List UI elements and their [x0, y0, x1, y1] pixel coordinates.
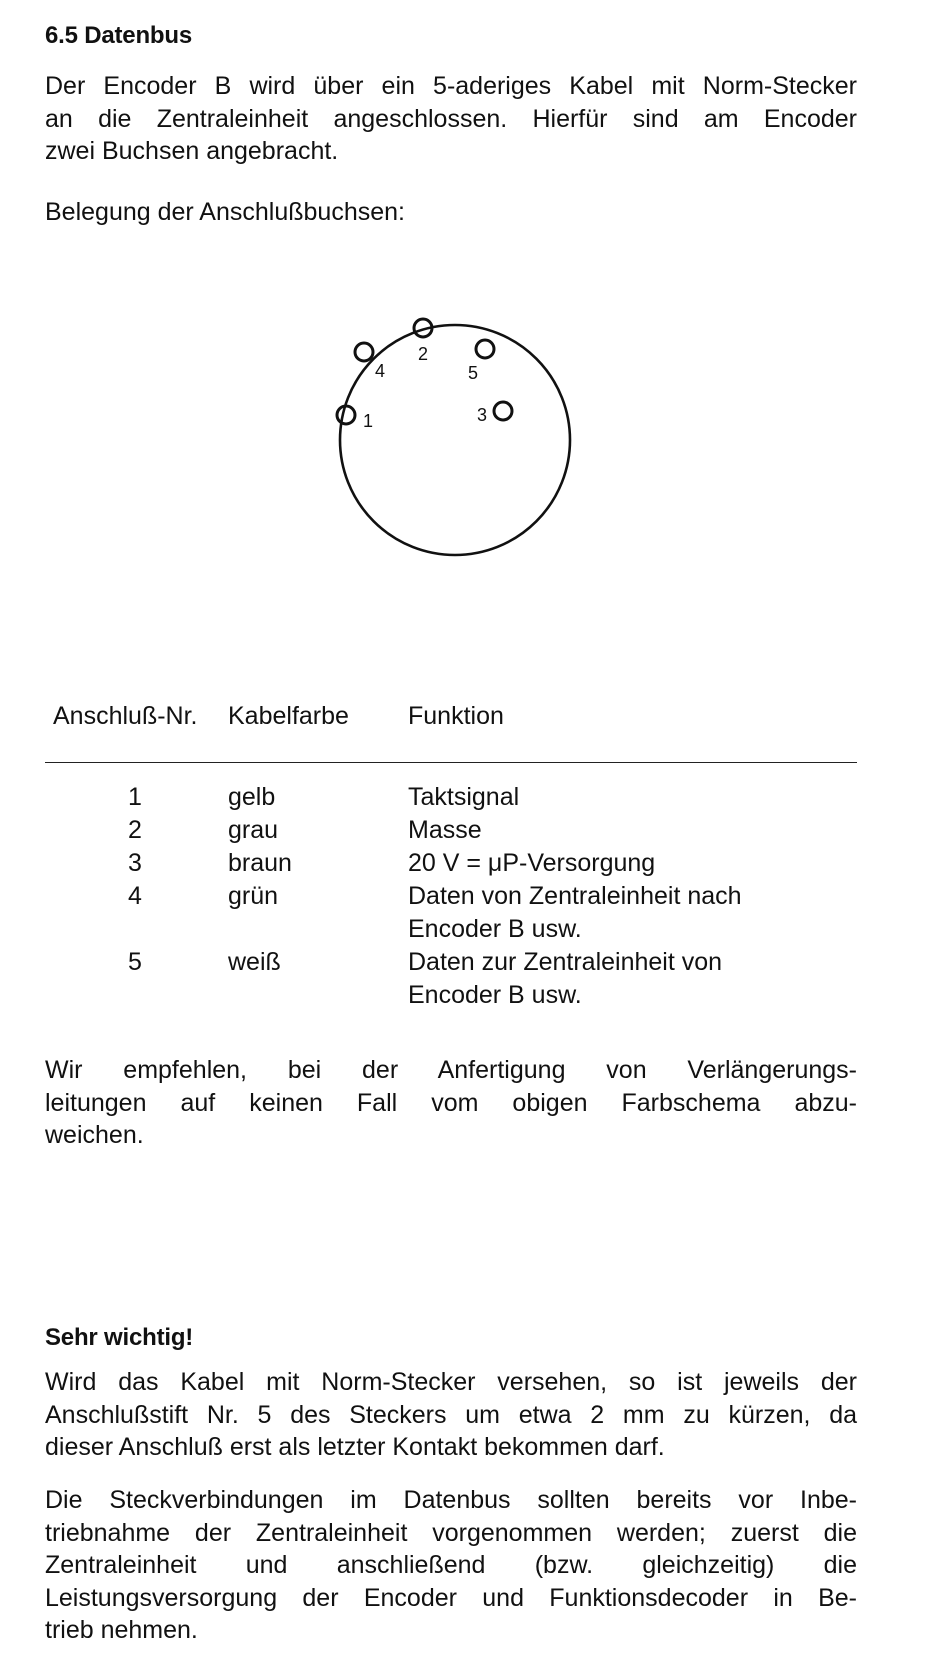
- important-paragraph-1: [45, 1366, 857, 1464]
- important-line: Die Steckverbindungen im Datenbus sollten bereits vor Inbe-: [45, 1486, 857, 1514]
- pin-4-label: 4: [374, 361, 386, 381]
- important-line: trieb nehmen.: [45, 1616, 198, 1644]
- table-header-nr: Anschluß-Nr.: [53, 702, 198, 730]
- cell-anschluss-nr: 3: [128, 849, 142, 877]
- socket-diagram-svg: [330, 315, 580, 565]
- important-paragraph-2: [45, 1484, 857, 1647]
- recommendation-line: Wir empfehlen, bei der Anfertigung von Verlängerungs-: [45, 1056, 857, 1084]
- cell-funktion: Encoder B usw.: [408, 915, 582, 943]
- recommendation-line: leitungen auf keinen Fall vom obigen Farbschema abzu-: [45, 1088, 857, 1117]
- cell-kabelfarbe: braun: [228, 849, 292, 877]
- intro-line: an die Zentraleinheit angeschlossen. Hierfür sind am Encoder: [45, 104, 857, 133]
- important-heading: Sehr wichtig!: [45, 1324, 194, 1351]
- cell-anschluss-nr: 4: [128, 882, 142, 910]
- intro-paragraph: [45, 70, 857, 168]
- important-line: dieser Anschluß erst als letzter Kontakt bekommen darf.: [45, 1433, 665, 1461]
- intro-line: zwei Buchsen angebracht.: [45, 137, 339, 165]
- cell-anschluss-nr: 2: [128, 816, 142, 844]
- important-line: Anschlußstift Nr. 5 des Steckers um etwa 2 mm zu kürzen, da: [45, 1400, 857, 1429]
- cell-funktion: Taktsignal: [408, 783, 520, 811]
- cell-kabelfarbe: gelb: [228, 783, 276, 811]
- pin-5-label: 5: [467, 363, 479, 383]
- pin-1-hole: [337, 406, 355, 424]
- pin-4-hole: [355, 343, 373, 361]
- table-header-farbe: Kabelfarbe: [228, 702, 349, 730]
- socket-outline: [340, 325, 570, 555]
- socket-caption: Belegung der Anschlußbuchsen:: [45, 198, 405, 226]
- cell-funktion: Daten zur Zentraleinheit von: [408, 948, 723, 976]
- socket-pin-diagram: [330, 315, 580, 565]
- important-line: Wird das Kabel mit Norm-Stecker versehen, so ist jeweils der: [45, 1368, 857, 1396]
- important-line: Zentraleinheit und anschließend (bzw. gleichzeitig) die: [45, 1551, 857, 1579]
- recommendation-paragraph: [45, 1054, 857, 1152]
- table-header-funktion: Funktion: [408, 702, 504, 730]
- cell-kabelfarbe: grün: [228, 882, 279, 910]
- pin-1-label: 1: [363, 411, 374, 431]
- cell-kabelfarbe: grau: [228, 816, 279, 844]
- important-line: Leistungsversorgung der Encoder und Funktionsdecoder in Be-: [45, 1583, 857, 1612]
- cell-kabelfarbe: weiß: [228, 948, 281, 976]
- pin-group: [337, 319, 512, 431]
- pin-3-label: 3: [476, 405, 488, 425]
- pin-5-hole: [476, 340, 494, 358]
- pin-3-hole: [494, 402, 512, 420]
- section-heading: 6.5 Datenbus: [45, 22, 192, 49]
- cell-anschluss-nr: 5: [128, 948, 142, 976]
- intro-line: Der Encoder B wird über ein 5-aderiges Kabel mit Norm-Stecker: [45, 72, 857, 100]
- important-line: triebnahme der Zentraleinheit vorgenommen werden; zuerst die: [45, 1518, 857, 1547]
- cell-anschluss-nr: 1: [128, 783, 142, 811]
- cell-funktion: Encoder B usw.: [408, 981, 582, 1009]
- cell-funktion: Daten von Zentraleinheit nach: [408, 882, 742, 910]
- pin-2-label: 2: [417, 344, 429, 364]
- table-divider: [45, 762, 857, 763]
- recommendation-line: weichen.: [45, 1121, 144, 1149]
- cell-funktion: Masse: [408, 816, 482, 844]
- cell-funktion: 20 V = μP-Versorgung: [408, 849, 656, 877]
